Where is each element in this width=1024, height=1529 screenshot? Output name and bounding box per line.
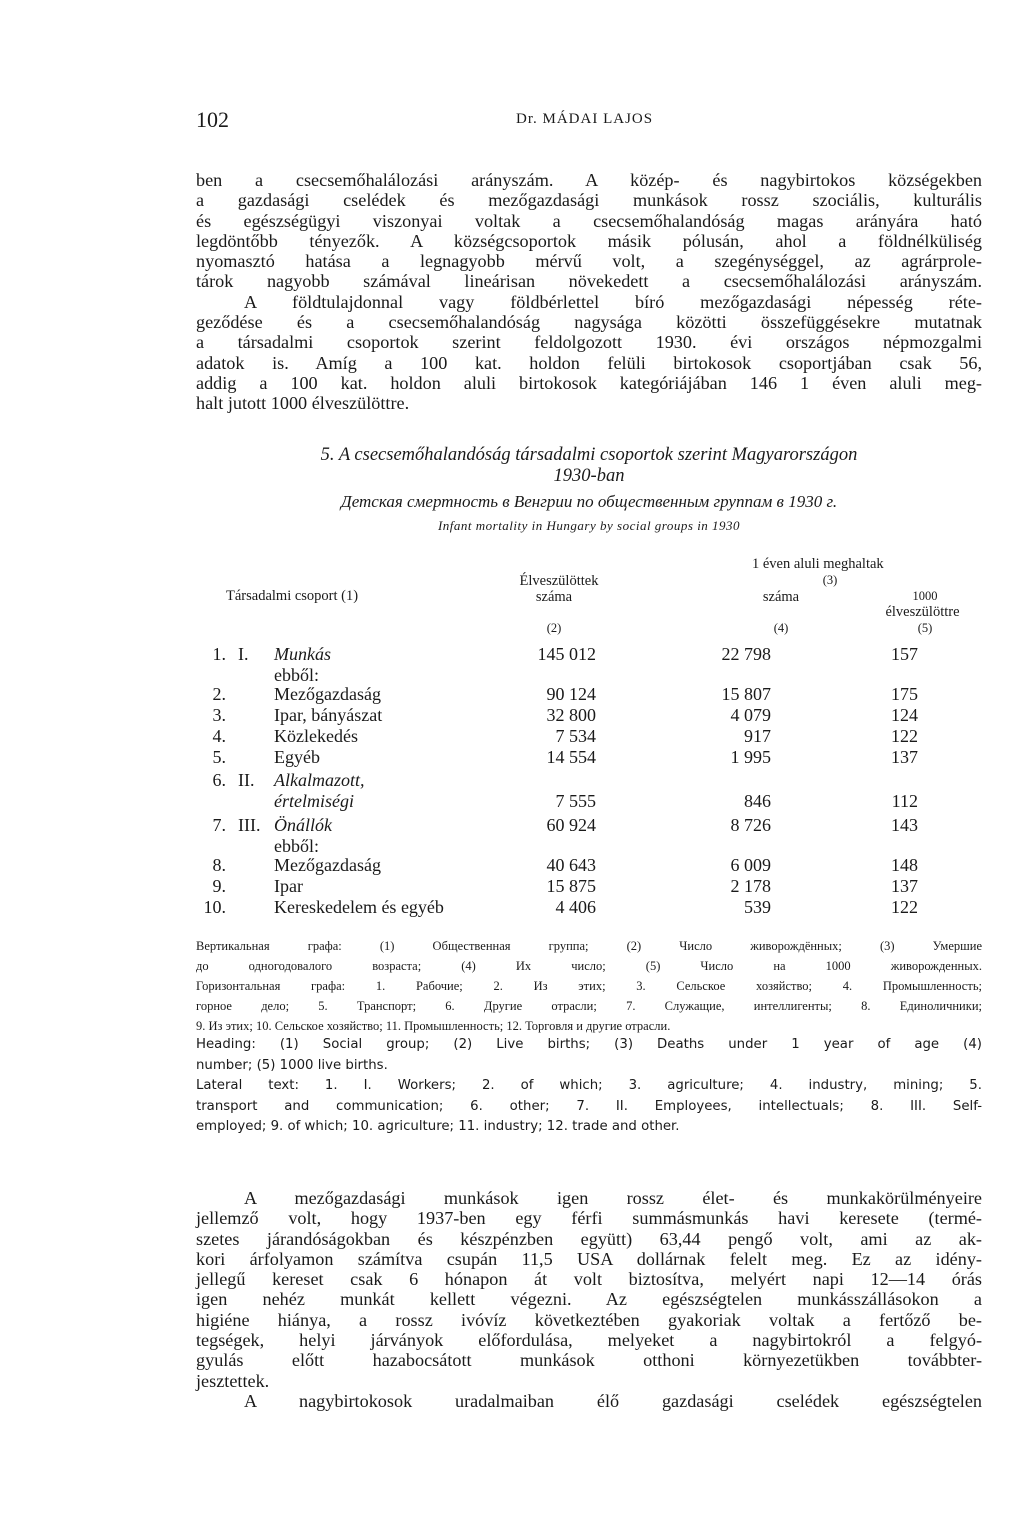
row-births: 7 534 — [555, 726, 596, 746]
row-label: Közlekedés — [274, 726, 358, 746]
text-line: geződése és a csecsemőhalandóság nagysága közötti összefüggésekre mutatnak — [196, 312, 982, 333]
row-roman: II. — [238, 770, 255, 790]
row-roman: I. — [238, 644, 249, 664]
row-births: 7 555 — [555, 791, 596, 811]
page-number: 102 — [196, 107, 229, 132]
header-per-1000: 1000 — [912, 589, 938, 603]
row-rate: 137 — [891, 876, 918, 896]
row-births: 32 800 — [546, 705, 596, 725]
row-rate: 175 — [891, 684, 918, 704]
text-line: legdöntőbb tényezők. A községcsoportok másik pólusán, ahol a földnélküliség — [196, 230, 982, 251]
row-label: ebből: — [274, 665, 319, 685]
row-deaths: 22 798 — [721, 644, 771, 664]
english-notes — [196, 1035, 982, 1138]
row-label: Ipar — [274, 876, 303, 896]
header-col-5-index: (5) — [917, 621, 933, 635]
text-line: A mezőgazdasági munkások igen rossz élet- és munkakörülményeire — [244, 1188, 982, 1208]
note-line: Heading: (1) Social group; (2) Live births; (3) Deaths under 1 year of age (4) — [196, 1037, 982, 1052]
row-rate: 143 — [891, 815, 918, 835]
table-row — [196, 644, 986, 666]
table-title-hu-year: 1930-ban — [553, 466, 625, 486]
text-line: szetes járandóságokban és készpénzben együtt) 63,44 pengő volt, ami az ak- — [196, 1228, 982, 1249]
body-paragraph-1 — [196, 170, 982, 414]
note-line: до одногодовалого возраста; (4) Их число; (5) Число на 1000 живорожденных. — [196, 959, 982, 973]
table-title-en: Infant mortality in Hungary by social groups in 1930 — [437, 518, 741, 533]
row-label: Alkalmazott, — [274, 770, 365, 790]
row-deaths: 539 — [744, 897, 771, 917]
row-number: 8. — [212, 855, 226, 875]
note-line: горное дело; 5. Транспорт; 6. Другие отрасли; 7. Служащие, интеллигенты; 8. Единоличники; — [196, 999, 982, 1013]
row-number: 1. — [212, 644, 226, 664]
row-label: Ipar, bányászat — [274, 705, 383, 725]
header-deaths-group: 1 éven aluli meghaltak — [752, 556, 884, 572]
row-deaths: 2 178 — [730, 876, 771, 896]
row-rate: 122 — [891, 726, 918, 746]
row-number: 4. — [212, 726, 226, 746]
table-row — [196, 684, 986, 706]
table-row — [196, 876, 986, 898]
header-col-4-index: (4) — [773, 621, 789, 635]
text-line: nyomasztó hatása a legnagyobb mérvű volt, a szegénységgel, az agrárprole- — [196, 251, 982, 272]
table-row — [196, 855, 986, 877]
row-label: Önállók — [274, 815, 332, 835]
row-label: Kereskedelem és egyéb — [274, 897, 444, 917]
row-rate: 122 — [891, 897, 918, 917]
header-live-births-rate: élveszülöttre — [885, 604, 960, 620]
row-number: 9. — [212, 876, 226, 896]
table-title-hu: 5. A csecsemőhalandóság társadalmi csoportok szerint Magyarországon — [320, 445, 858, 465]
running-head: Dr. MÁDAI LAJOS — [516, 111, 654, 127]
row-births: 60 924 — [546, 815, 596, 835]
table-row — [196, 726, 986, 748]
row-rate: 157 — [891, 644, 918, 664]
note-line: Горизонтальная графа: 1. Рабочие; 2. Из этих; 3. Сельское хозяйство; 4. Промышленность; — [196, 979, 982, 993]
table-row — [196, 815, 986, 837]
text-line: A földtulajdonnal vagy földbérlettel bíró mezőgazdasági népesség réte- — [244, 291, 982, 312]
row-number: 7. — [212, 815, 226, 835]
row-births: 40 643 — [546, 855, 596, 875]
row-rate: 137 — [891, 747, 918, 767]
row-births: 15 875 — [546, 876, 596, 896]
row-births: 14 554 — [546, 747, 596, 767]
row-label: értelmiségi — [274, 791, 354, 811]
row-number: 10. — [203, 897, 226, 917]
text-line: addig a 100 kat. holdon aluli birtokosok kategóriájában 146 1 éven aluli meg- — [196, 372, 982, 393]
text-line: jellegű kereset csak 6 hónapon át volt biztosítva, melyért napi 12—14 órás — [196, 1269, 982, 1290]
row-label: ebből: — [274, 836, 319, 856]
text-line: a gazdasági cselédek és mezőgazdasági munkások rossz szociális, kulturális — [196, 190, 982, 211]
header-live-births-number: száma — [535, 589, 573, 605]
text-line: higiéne hiánya, a rossz ivóvíz következtében gyakoriak voltak a fertőző be- — [196, 1309, 982, 1330]
text-line: tegségek, helyi járványok előfordulása, melyeket a nagybirtokról a felgyó- — [196, 1330, 982, 1351]
table-row — [196, 705, 986, 727]
row-deaths: 846 — [744, 791, 771, 811]
text-line: adatok is. Amíg a 100 kat. holdon felüli birtokosok csoportjában csak 56, — [196, 352, 982, 373]
table-row — [196, 897, 986, 919]
note-line: 9. Из этих; 10. Сельское хозяйство; 11. Промышленность; 12. Торговля и другие отрасли. — [196, 1019, 671, 1033]
row-number: 3. — [212, 705, 226, 725]
text-line: tárok nagyobb számával lineárisan növekedett a csecsemőhalálozási arányszám. — [196, 271, 982, 292]
row-label: Egyéb — [274, 747, 320, 767]
body-paragraph-2 — [196, 1188, 982, 1391]
text-line: kori árfolyamon számítva csupán 11,5 USA dollárnak felelt meg. Ez az idény- — [196, 1248, 982, 1269]
row-label: Mezőgazdaság — [274, 855, 381, 875]
text-line: halt jutott 1000 élveszülöttre. — [196, 393, 410, 414]
row-deaths: 15 807 — [721, 684, 771, 704]
text-line: igen nehéz munkát kellett végezni. Az egészségtelen munkásszállásokon a — [196, 1289, 982, 1310]
text-line: A nagybirtokosok uradalmaiban élő gazdasági cselédek egészségtelen — [244, 1391, 982, 1411]
header-live-births: Élveszülöttek — [519, 573, 599, 589]
row-label: Mezőgazdaság — [274, 684, 381, 704]
body-paragraph-3 — [196, 1391, 982, 1411]
row-births: 90 124 — [546, 684, 596, 704]
russian-notes — [196, 936, 982, 1036]
row-deaths: 8 726 — [730, 815, 771, 835]
row-deaths: 6 009 — [730, 855, 771, 875]
header-social-group: Társadalmi csoport (1) — [226, 588, 359, 604]
header-col-2-index: (2) — [546, 621, 562, 635]
note-line: number; (5) 1000 live births. — [196, 1057, 388, 1073]
note-line: transport and communication; 6. other; 7. II. Employees, intellectuals; 8. III. Self- — [196, 1098, 982, 1114]
page-header — [196, 107, 986, 137]
note-line: Вертикальная графа: (1) Общественная группа; (2) Число живорождённых; (3) Умершие — [196, 939, 982, 953]
note-line: Lateral text: 1. I. Workers; 2. of which; 3. agriculture; 4. industry, mining; 5. — [196, 1078, 982, 1093]
row-rate: 124 — [891, 705, 918, 725]
row-deaths: 4 079 — [730, 705, 771, 725]
row-roman: III. — [238, 815, 261, 835]
text-line: ben a csecsemőhalálozási arányszám. A közép- és nagybirtokos községekben — [196, 170, 982, 190]
row-births: 145 012 — [537, 644, 596, 664]
note-line: employed; 9. of which; 10. agriculture; 11. industry; 12. trade and other. — [196, 1119, 680, 1134]
row-deaths: 1 995 — [730, 747, 771, 767]
row-label: Munkás — [274, 644, 331, 664]
text-line: jesztettek. — [196, 1370, 270, 1391]
table-row — [196, 770, 986, 792]
row-deaths: 917 — [744, 726, 771, 746]
table-row — [196, 791, 986, 813]
row-rate: 148 — [891, 855, 918, 875]
row-number: 2. — [212, 684, 226, 704]
row-number: 6. — [212, 770, 226, 790]
header-deaths-number: száma — [762, 589, 800, 605]
text-line: jellemző volt, hogy 1937-ben egy férfi summásmunkás havi keresete (termé- — [196, 1208, 982, 1229]
table-title-ru: Детская смертность в Венгрии по общественным группам в 1930 г. — [340, 492, 838, 511]
header-col-3-index: (3) — [822, 573, 838, 587]
text-line: és egészségügyi viszonyai voltak a csecsemőhalandóság magas arányára ható — [196, 210, 982, 231]
row-number: 5. — [212, 747, 226, 767]
table-row — [196, 747, 986, 769]
row-births: 4 406 — [555, 897, 596, 917]
text-line: gyulás előtt hazabocsátott munkások otthoni környezetükben továbbter- — [196, 1350, 982, 1371]
text-line: a társadalmi csoportok szerint feldolgozott 1930. évi országos népmozgalmi — [196, 332, 982, 353]
row-rate: 112 — [891, 791, 918, 811]
